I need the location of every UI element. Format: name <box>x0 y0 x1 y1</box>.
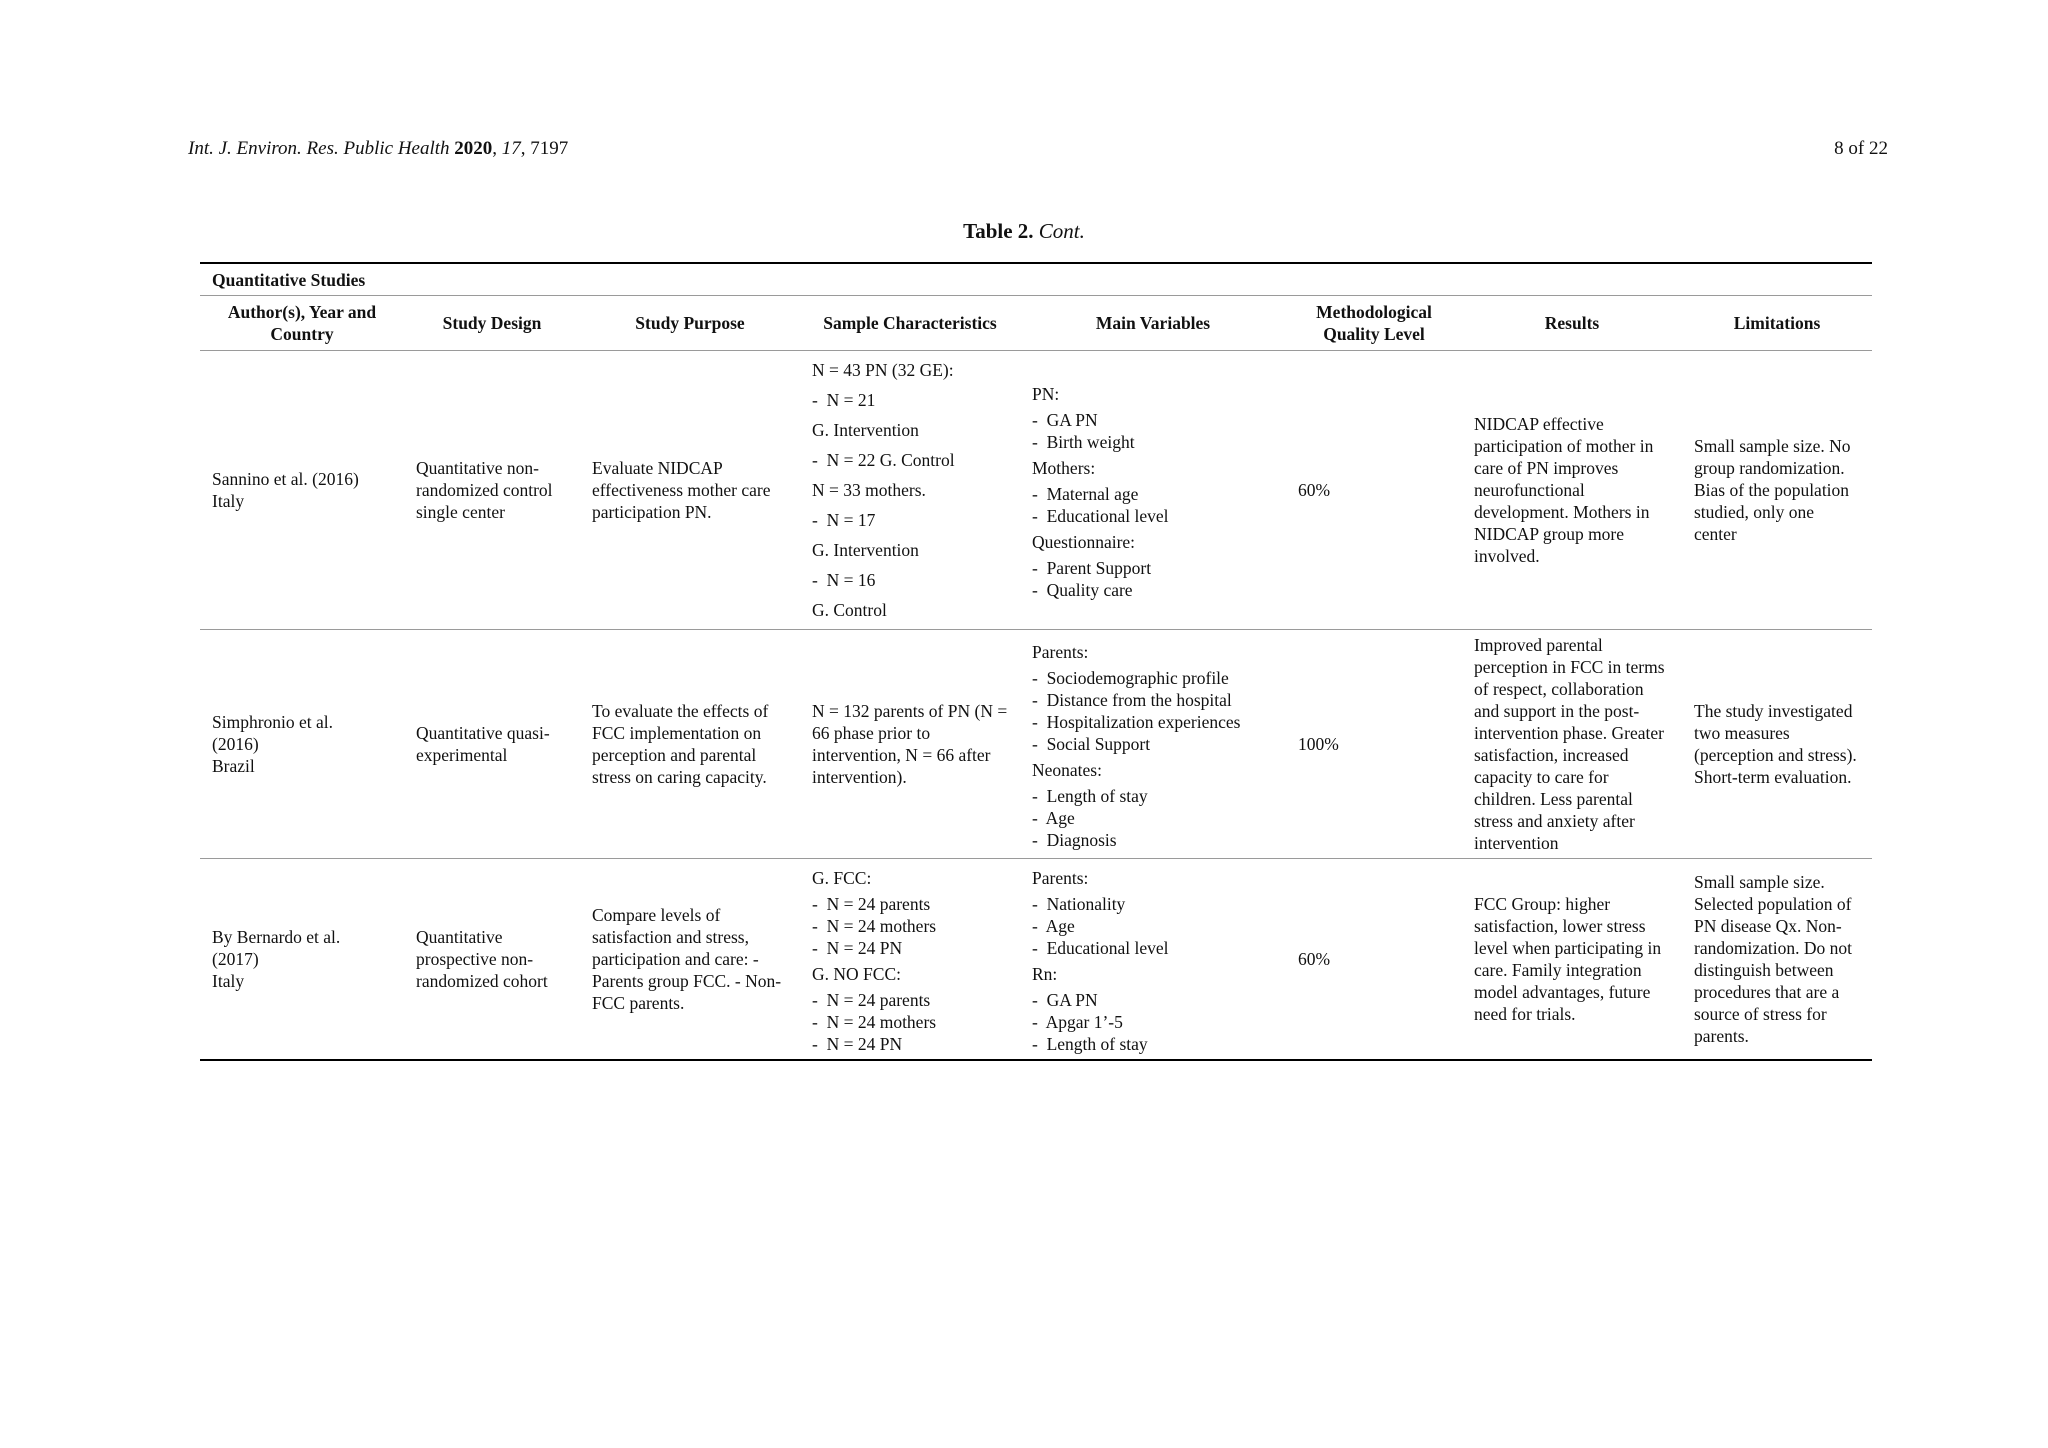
variable-group-heading: Mothers: <box>1032 458 1096 478</box>
author-line: (2016) <box>212 734 259 754</box>
author-line: Simphronio et al. <box>212 712 334 732</box>
table-caption-label: Table 2. <box>963 219 1034 243</box>
author-line: Brazil <box>212 756 255 776</box>
sample-item: - N = 24 PN <box>812 937 1008 959</box>
section-title: Quantitative Studies <box>200 263 1872 296</box>
table-row <box>200 630 1872 859</box>
column-header: Results <box>1462 296 1682 351</box>
sample-cell: N = 132 parents of PN (N = 66 phase prior to intervention, N = 66 after intervention). <box>800 630 1020 859</box>
limitations-cell: Small sample size. No group randomization. Bias of the population studied, only one center <box>1682 351 1872 630</box>
table-caption-cont: Cont. <box>1038 219 1085 243</box>
table-caption <box>0 216 2048 246</box>
header-row <box>200 296 1872 351</box>
variables-cell <box>1020 351 1286 630</box>
sample-item: - N = 24 mothers <box>812 1011 1008 1033</box>
variable-item: - GA PN <box>1032 989 1274 1011</box>
author-cell <box>200 859 404 1061</box>
sample-item: - N = 24 parents <box>812 989 1008 1011</box>
variable-group-heading: Rn: <box>1032 964 1058 984</box>
article-number: , 7197 <box>520 138 569 159</box>
limitations-cell: Small sample size. Selected population of PN disease Qx. Non-randomization. Do not distinguish between procedures that are a source of stress for parents. <box>1682 859 1872 1061</box>
design-cell: Quantitative quasi-experimental <box>404 630 580 859</box>
author-cell <box>200 351 404 630</box>
variable-item: - Nationality <box>1032 893 1274 915</box>
variable-item: - Maternal age <box>1032 483 1274 505</box>
author-line: By Bernardo et al. <box>212 927 341 947</box>
variable-item: - GA PN <box>1032 409 1274 431</box>
page-number: 8 of 22 <box>1834 138 1888 159</box>
design-cell: Quantitative non-randomized control single center <box>404 351 580 630</box>
variable-group-heading: Parents: <box>1032 868 1089 888</box>
limitations-cell: The study investigated two measures (perception and stress). Short-term evaluation. <box>1682 630 1872 859</box>
sample-line: N = 33 mothers. <box>812 480 926 500</box>
variable-item: - Age <box>1032 915 1274 937</box>
variable-item: - Social Support <box>1032 733 1274 755</box>
sample-line: N = 43 PN (32 GE): <box>812 360 954 380</box>
journal-name: Int. J. Environ. Res. Public Health <box>188 138 450 159</box>
variable-item: - Age <box>1032 807 1274 829</box>
results-table <box>200 262 1872 1061</box>
variable-item: - Parent Support <box>1032 557 1274 579</box>
journal-volume: 17 <box>501 138 521 159</box>
variable-item: - Educational level <box>1032 937 1274 959</box>
variable-item: - Educational level <box>1032 505 1274 527</box>
variable-item: - Sociodemographic profile <box>1032 667 1274 689</box>
sample-line: G. Intervention <box>812 420 919 440</box>
variables-cell <box>1020 630 1286 859</box>
results-cell: FCC Group: higher satisfaction, lower stress level when participating in care. Family integration model advantages, future need for trials. <box>1462 859 1682 1061</box>
sample-item: - N = 16 <box>812 565 1008 595</box>
sample-item: - N = 24 parents <box>812 893 1008 915</box>
results-cell: Improved parental perception in FCC in terms of respect, collaboration and support in the post-intervention phase. Greater satisfaction, increased capacity to care for children. Less parental stress and anxiety after intervention <box>1462 630 1682 859</box>
variable-group-heading: PN: <box>1032 384 1060 404</box>
column-header: Study Design <box>404 296 580 351</box>
purpose-cell: To evaluate the effects of FCC implementation on perception and parental stress on caring capacity. <box>580 630 800 859</box>
author-cell <box>200 630 404 859</box>
purpose-cell: Compare levels of satisfaction and stress, participation and care: - Parents group FCC. - Non-FCC parents. <box>580 859 800 1061</box>
variable-item: - Distance from the hospital <box>1032 689 1274 711</box>
column-header: Study Purpose <box>580 296 800 351</box>
author-line: (2017) <box>212 949 259 969</box>
column-header: Main Variables <box>1020 296 1286 351</box>
variable-item: - Quality care <box>1032 579 1274 601</box>
column-header: Methodological Quality Level <box>1286 296 1462 351</box>
variable-group-heading: Neonates: <box>1032 760 1102 780</box>
results-cell: NIDCAP effective participation of mother in care of PN improves neurofunctional development. Mothers in NIDCAP group more involved. <box>1462 351 1682 630</box>
sample-line: G. Intervention <box>812 540 919 560</box>
variable-group-heading: Parents: <box>1032 642 1089 662</box>
quality-cell: 100% <box>1286 630 1462 859</box>
variable-item: - Length of stay <box>1032 1033 1274 1055</box>
variable-item: - Diagnosis <box>1032 829 1274 851</box>
variable-item: - Hospitalization experiences <box>1032 711 1274 733</box>
sample-item: - N = 21 <box>812 385 1008 415</box>
sample-group-heading: G. FCC: <box>812 868 872 888</box>
table-row <box>200 859 1872 1061</box>
variable-group-heading: Questionnaire: <box>1032 532 1136 552</box>
author-line: Italy <box>212 971 245 991</box>
column-header: Sample Characteristics <box>800 296 1020 351</box>
variables-cell <box>1020 859 1286 1061</box>
quality-cell: 60% <box>1286 859 1462 1061</box>
sample-item: - N = 24 mothers <box>812 915 1008 937</box>
sample-item: - N = 17 <box>812 505 1008 535</box>
variable-item: - Apgar 1’-5 <box>1032 1011 1274 1033</box>
running-head: Int. J. Environ. Res. Public Health 2020, 17, 7197 8 of 22 <box>188 134 1888 164</box>
sample-group-heading: G. NO FCC: <box>812 964 901 984</box>
sample-item: - N = 24 PN <box>812 1033 1008 1055</box>
sample-cell <box>800 351 1020 630</box>
purpose-cell: Evaluate NIDCAP effectiveness mother care participation PN. <box>580 351 800 630</box>
design-cell: Quantitative prospective non-randomized cohort <box>404 859 580 1061</box>
column-header: Author(s), Year and Country <box>200 296 404 351</box>
variable-item: - Length of stay <box>1032 785 1274 807</box>
author-line: Italy <box>212 491 245 511</box>
sample-line: G. Control <box>812 600 887 620</box>
variable-item: - Birth weight <box>1032 431 1274 453</box>
quality-cell: 60% <box>1286 351 1462 630</box>
journal-year: 2020 <box>454 138 493 159</box>
column-header: Limitations <box>1682 296 1872 351</box>
author-line: Sannino et al. (2016) <box>212 469 359 489</box>
table-row <box>200 351 1872 630</box>
sample-cell <box>800 859 1020 1061</box>
section-row <box>200 263 1872 296</box>
sample-item: - N = 22 G. Control <box>812 445 1008 475</box>
